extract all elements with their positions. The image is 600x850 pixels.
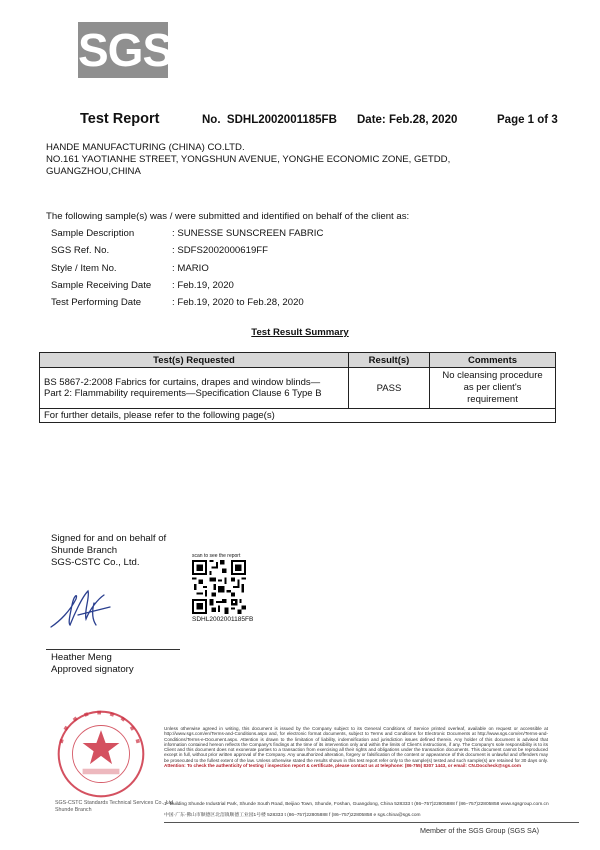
signatory-name: Heather Meng (51, 652, 112, 663)
qr-code-number: SDHL2002001185FB (192, 616, 254, 623)
page-indicator: Page 1 of 3 (497, 114, 558, 126)
intro-text: The following sample(s) was / were submitted and identified on behalf of the client as: (46, 211, 410, 222)
signed-on-behalf: Signed for and on behalf of (51, 533, 167, 544)
report-date: Date: Feb.28, 2020 (357, 114, 458, 126)
summary-heading-text: Test Result Summary (251, 327, 349, 338)
sgs-logo: SGS (78, 24, 173, 76)
performing-date-value: : Feb.19, 2020 to Feb.28, 2020 (172, 297, 304, 308)
comment-line1: No cleansing procedure (442, 370, 543, 381)
table-row (40, 368, 556, 409)
result-cell: PASS (349, 368, 430, 409)
client-address-line2: GUANGZHOU,CHINA (46, 166, 141, 177)
comment-line2: as per client's (463, 382, 522, 393)
comments-cell (430, 368, 556, 409)
company-seal-stamp (55, 708, 147, 800)
style-item-label: Style / Item No. (51, 263, 117, 274)
signed-company: SGS-CSTC Co., Ltd. (51, 557, 140, 568)
authenticity-attention: Attention: To check the authenticity of testing / inspection report & certificate, please contact us at telephone: (86-755) 8307 1443, or email: CN.Doccheck@sgs.com (164, 762, 521, 768)
client-name: HANDE MANUFACTURING (CHINA) CO.LTD. (46, 142, 245, 153)
performing-date-label: Test Performing Date (51, 297, 142, 308)
sgs-ref-label: SGS Ref. No. (51, 245, 110, 256)
sgs-ref-value: : SDFS2002000619FF (172, 245, 268, 256)
branch-name-en: SGS-CSTC Standards Technical Services Co., Ltd. (55, 800, 175, 806)
qr-caption: scan to see the report (192, 553, 241, 559)
signature-line (46, 649, 180, 650)
terms-fine-print (164, 726, 548, 768)
header-comments: Comments (430, 353, 556, 368)
report-number (202, 114, 337, 126)
signed-branch: Shunde Branch (51, 545, 118, 556)
report-title: Test Report (80, 111, 160, 127)
qr-code-icon[interactable] (192, 560, 246, 614)
result-summary-table (39, 352, 556, 423)
summary-heading (0, 327, 600, 338)
receiving-date-value: : Feb.19, 2020 (172, 280, 234, 291)
client-address-line1: NO.161 YAOTIANHE STREET, YONGSHUN AVENUE, YONGHE ECONOMIC ZONE, GETDD, (46, 154, 451, 165)
style-item-value: : MARIO (172, 263, 209, 274)
test-line2: Part 2: Flammability requirements—Specification Clause 6 Type B (44, 388, 322, 399)
test-requested-cell (40, 368, 349, 409)
test-line1: BS 5867-2:2008 Fabrics for curtains, drapes and window blinds— (44, 377, 321, 388)
report-number-label: No. (202, 114, 221, 126)
sample-description-label: Sample Description (51, 228, 135, 239)
header-results: Result(s) (349, 353, 430, 368)
table-footer-row (40, 409, 556, 423)
sample-description-value: : SUNESSE SUNSCREEN FABRIC (172, 228, 324, 239)
sgs-group-member: Member of the SGS Group (SGS SA) (420, 826, 540, 835)
further-details-cell: For further details, please refer to the following page(s) (40, 409, 556, 423)
address-cn: 中国·广东·佛山市顺德区北滘镇顺德工业园1号楼 528333 t (86–757)22805888 f (86–757)22805858 e sgs.china@sgs.com (164, 813, 421, 818)
receiving-date-label: Sample Receiving Date (51, 280, 152, 291)
address-en: 1º Building Shunde Industrial Park, Shunde South Road, Beijiao Town, Shunde, Foshan, Guangdong, China 528333 t (86–757)22805888 f (86–757)22805858 www.sgsgroup.com.cn (164, 802, 549, 807)
footer-divider (164, 822, 579, 823)
header-tests: Test(s) Requested (40, 353, 349, 368)
terms-body: Unless otherwise agreed in writing, this document is issued by the Company subject to its General Conditions of Service printed overleaf, available on request or accessible at http://www.sgs.com/en/Terms-and-Conditions.aspx and, for electronic format documents, subject to Terms and Conditions for Electronic Documents at http://www.sgs.com/en/Terms-and-Conditions/Terms-e-Document.aspx. Attention is drawn to the limitation of liability, indemnification and jurisdiction issues defined therein. Any holder of this document is advised that information contained hereon reflects the Company's findings at the time of its intervention only and within the limits of Client's instructions, if any. The Company's sole responsibility is to its Client and this document does not exonerate parties to a transaction from exercising all their rights and obligations under the transaction documents. This document cannot be reproduced except in full, without prior written approval of the Company. Any unauthorized alteration, forgery or falsification of the content or appearance of this document is unlawful and offenders may be prosecuted to the fullest extent of the law. Unless otherwise stated the results shown in this test report refer only to the sample(s) tested and such sample(s) are retained for 30 days only. (164, 726, 548, 763)
comment-line3: requirement (467, 394, 518, 405)
handwritten-signature (48, 585, 128, 635)
branch-name-sub: Shunde Branch (55, 807, 92, 813)
table-header-row (40, 353, 556, 368)
report-number-value: SDHL2002001185FB (226, 114, 337, 126)
signatory-title: Approved signatory (51, 664, 134, 675)
